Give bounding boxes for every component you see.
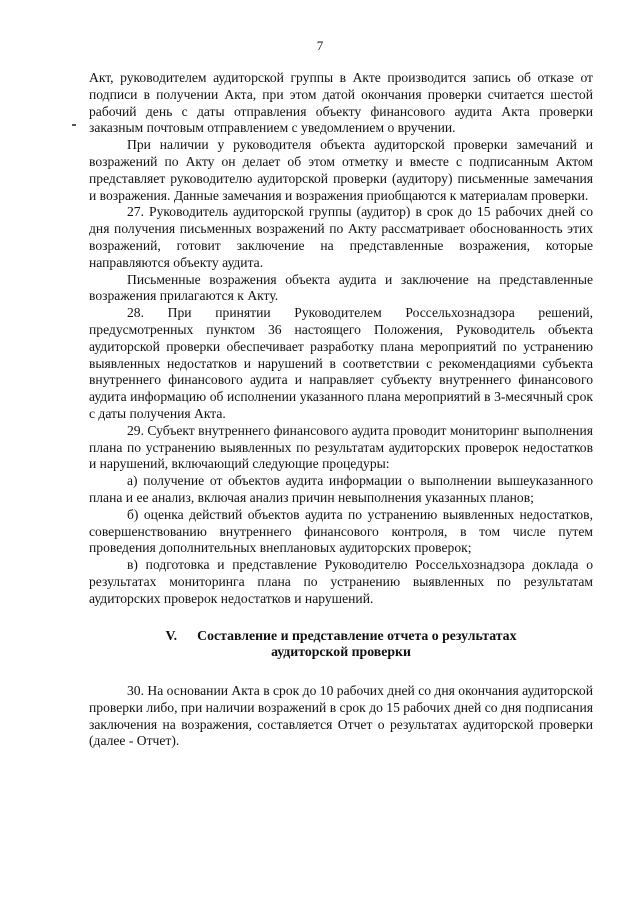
paragraph-29b: б) оценка действий объектов аудита по устранению выявленных недостатков, совершенствованию внутреннего финансового контроля, в том числе путем проведения дополнительных внеплановых аудиторских проверок; [89,506,593,556]
section-title-line2: аудиторской проверки [271,644,411,660]
paragraph-29: 29. Субъект внутреннего финансового аудита проводит мониторинг выполнения плана по устранению выявленных по результатам аудиторских проверок недостатков и нарушений, включающий следующие процедуры: [89,422,593,472]
section-number: V. [165,627,178,643]
paragraph-objections: При наличии у руководителя объекта аудиторской проверки замечаний и возражений по Акту он делает об этом отметку и вместе с подписанным Актом представляет руководителю аудиторской проверки (аудитору) письменные замечания и возражения. Данные замечания и возражения приобщаются к материалам проверки. [89,137,593,203]
paragraph-written-objections: Письменные возражения объекта аудита и заключение на представленные возражения прилагаются к Акту. [89,271,593,304]
paragraph-30: 30. На основании Акта в срок до 10 рабочих дней со дня окончания аудиторской проверки либо, при наличии возражений в срок до 15 рабочих дней со дня подписания заключения на возражения, составляется Отчет о результатах аудиторской проверки (далее - Отчет). [89,683,593,749]
section-title-line1: Составление и представление отчета о результатах [197,627,517,643]
paragraph-27: 27. Руководитель аудиторской группы (аудитор) в срок до 15 рабочих дней со дня получения письменных возражений по Акту рассматривает обоснованность этих возражений, готовит заключение на представленные возражения, которые направляются объекту аудита. [89,204,593,270]
paragraph-28: 28. При принятии Руководителем Россельхознадзора решений, предусмотренных пунктом 36 настоящего Положения, Руководитель объекта аудиторской проверки обеспечивает разработку плана мероприятий по устранению выявленных недостатков и нарушений в соответствии с рекомендациями субъекта внутреннего финансового аудита и направляет субъекту внутреннего финансового аудита информацию об исполнении указанного плана мероприятий в 3-месячный срок с даты получения Акта. [89,305,593,421]
margin-mark [72,124,76,126]
page-number: 7 [316,38,324,53]
section-heading [89,628,593,662]
document-body [89,70,593,750]
paragraph-29c: в) подготовка и представление Руководителю Россельхознадзора доклада о результатах мониторинга плана по устранению выявленных по результатам аудиторских проверок недостатков и нарушений. [89,557,593,606]
paragraph-continuation: Акт, руководителем аудиторской группы в Акте производится запись об отказе от подписи в получении Акта, при этом датой окончания проверки считается шестой рабочий день с даты отправления объекту финансового аудита Акта проверки заказным почтовым отправлением с уведомлением о вручении. [89,70,593,136]
section-spacer [89,661,593,683]
paragraph-29a: а) получение от объектов аудита информации о выполнении вышеуказанного плана и ее анализ, включая анализ причин невыполнения указанных планов; [89,473,593,505]
